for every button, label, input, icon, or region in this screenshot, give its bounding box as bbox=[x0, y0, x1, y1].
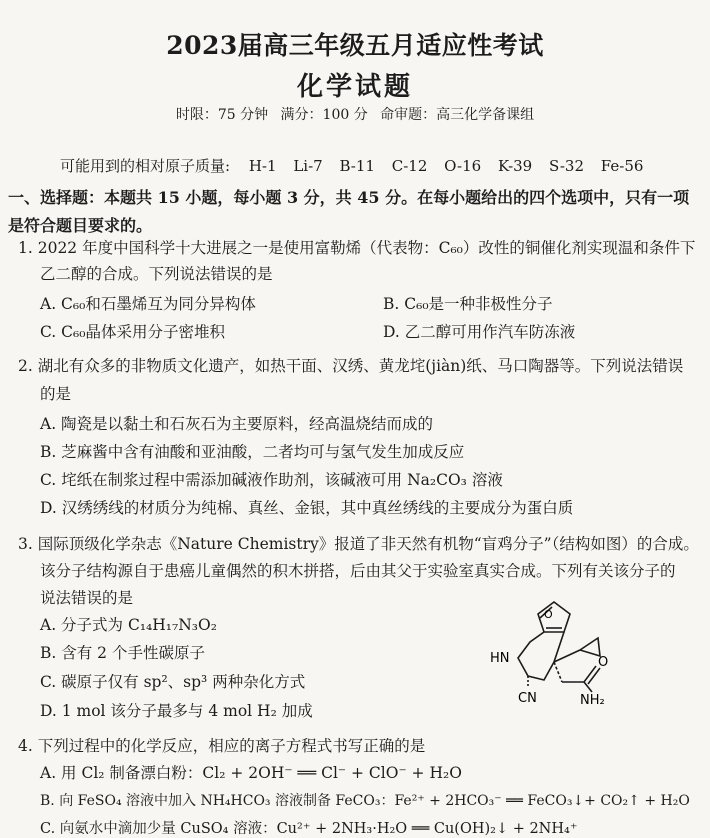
section-heading: 一、选择题：本题共 15 小题，每小题 3 分，共 45 分。在每小题给出的四个选项中，只有一项是符合题目要求的。 bbox=[8, 188, 690, 235]
q2-stem-line2: 的是 bbox=[40, 385, 72, 403]
author: 命审题：高三化学备课组 bbox=[380, 107, 535, 123]
q1-option-b: B. C₆₀是一种非极性分子 bbox=[383, 295, 553, 313]
molecule-structure bbox=[480, 590, 660, 706]
atomic-mass: S-32 bbox=[549, 157, 584, 175]
q3-stem-line3: 说法错误的是 bbox=[40, 589, 134, 607]
q1-stem-line2: 乙二醇的合成。下列说法错误的是 bbox=[40, 265, 273, 283]
piperidine-ring bbox=[518, 632, 564, 680]
cyclopropyl-ring bbox=[580, 638, 600, 656]
full-score: 满分：100 分 bbox=[280, 107, 368, 123]
nh2-label: NH₂ bbox=[580, 693, 605, 706]
atomic-mass: K-39 bbox=[497, 157, 533, 175]
exam-title: 2023届高三年级五月适应性考试 bbox=[166, 31, 544, 60]
q1-option-c: C. C₆₀晶体采用分子密堆积 bbox=[40, 323, 225, 341]
furan-oxygen-label: O bbox=[544, 608, 553, 621]
q1-stem-line1: 1. 2022 年度中国科学十大进展之一是使用富勒烯（代表物：C₆₀）改性的铜催化剂实现温和条件下 bbox=[18, 239, 696, 257]
q3-option-d: D. 1 mol 该分子最多与 4 mol H₂ 加成 bbox=[40, 702, 313, 720]
subject-title: 化学试题 bbox=[296, 72, 413, 102]
time-limit: 时限：75 分钟 bbox=[175, 107, 269, 123]
q3-option-a: A. 分子式为 C₁₄H₁₇N₃O₂ bbox=[40, 616, 217, 634]
atomic-mass: H-1 bbox=[248, 157, 277, 175]
q4-option-b: B. 向 FeSO₄ 溶液中加入 NH₄HCO₃ 溶液制备 FeCO₃：Fe²⁺ + 2HCO₃⁻ ══ FeCO₃↓+ CO₂↑ + H₂O bbox=[40, 793, 690, 809]
cn-label: CN bbox=[518, 691, 537, 706]
atomic-mass: O-16 bbox=[444, 157, 482, 175]
amide-oxygen-label: O bbox=[598, 655, 609, 670]
q2-option-c: C. 垞纸在制浆过程中需添加碱液作助剂，该碱液可用 Na₂CO₃ 溶液 bbox=[40, 471, 503, 489]
atomic-mass: C-12 bbox=[391, 157, 428, 175]
q4-option-a: A. 用 Cl₂ 制备漂白粉：Cl₂ + 2OH⁻ ══ Cl⁻ + ClO⁻ + H₂O bbox=[40, 764, 462, 782]
q2-stem-line1: 2. 湖北有众多的非物质文化遗产，如热干面、汉绣、黄龙垞(jiàn)纸、马口陶器等。下列说法错误 bbox=[18, 357, 684, 375]
q4-stem: 4. 下列过程中的化学反应，相应的离子方程式书写正确的是 bbox=[18, 737, 426, 755]
exam-meta bbox=[0, 104, 710, 124]
q1-option-d: D. 乙二醇可用作汽车防冻液 bbox=[383, 323, 576, 341]
q3-option-c: C. 碳原子仅有 sp²、sp³ 两种杂化方式 bbox=[40, 673, 306, 691]
atomic-masses bbox=[60, 155, 655, 176]
atomic-mass: B-11 bbox=[339, 157, 375, 175]
q2-option-b: B. 芝麻酱中含有油酸和亚油酸，二者均可与氢气发生加成反应 bbox=[40, 443, 465, 461]
q3-stem-line1: 3. 国际顶级化学杂志《Nature Chemistry》报道了非天然有机物“盲鸡分子”（结构如图）的合成。 bbox=[18, 535, 699, 553]
q1-option-a: A. C₆₀和石墨烯互为同分异构体 bbox=[40, 295, 256, 313]
q2-option-d: D. 汉绣绣线的材质分为纯棉、真丝、金银，其中真丝绣线的主要成分为蛋白质 bbox=[40, 499, 574, 517]
atomic-mass: Fe-56 bbox=[600, 157, 644, 175]
atomic-masses-intro: 可能用到的相对原子质量: bbox=[60, 157, 231, 175]
atomic-mass: Li-7 bbox=[293, 157, 323, 175]
q4-option-c: C. 向氨水中滴加少量 CuSO₄ 溶液：Cu²⁺ + 2NH₃·H₂O ══ Cu(OH)₂↓ + 2NH₄⁺ bbox=[40, 821, 578, 837]
q3-stem-line2: 该分子结构源自于患癌儿童偶然的积木拼搭，后由其父于实验室真实合成。下列有关该分子的 bbox=[40, 562, 676, 580]
q2-option-a: A. 陶瓷是以黏土和石灰石为主要原料，经高温烧结而成的 bbox=[40, 415, 434, 433]
hn-label: HN bbox=[490, 651, 510, 666]
q3-option-b: B. 含有 2 个手性碳原子 bbox=[40, 644, 205, 662]
